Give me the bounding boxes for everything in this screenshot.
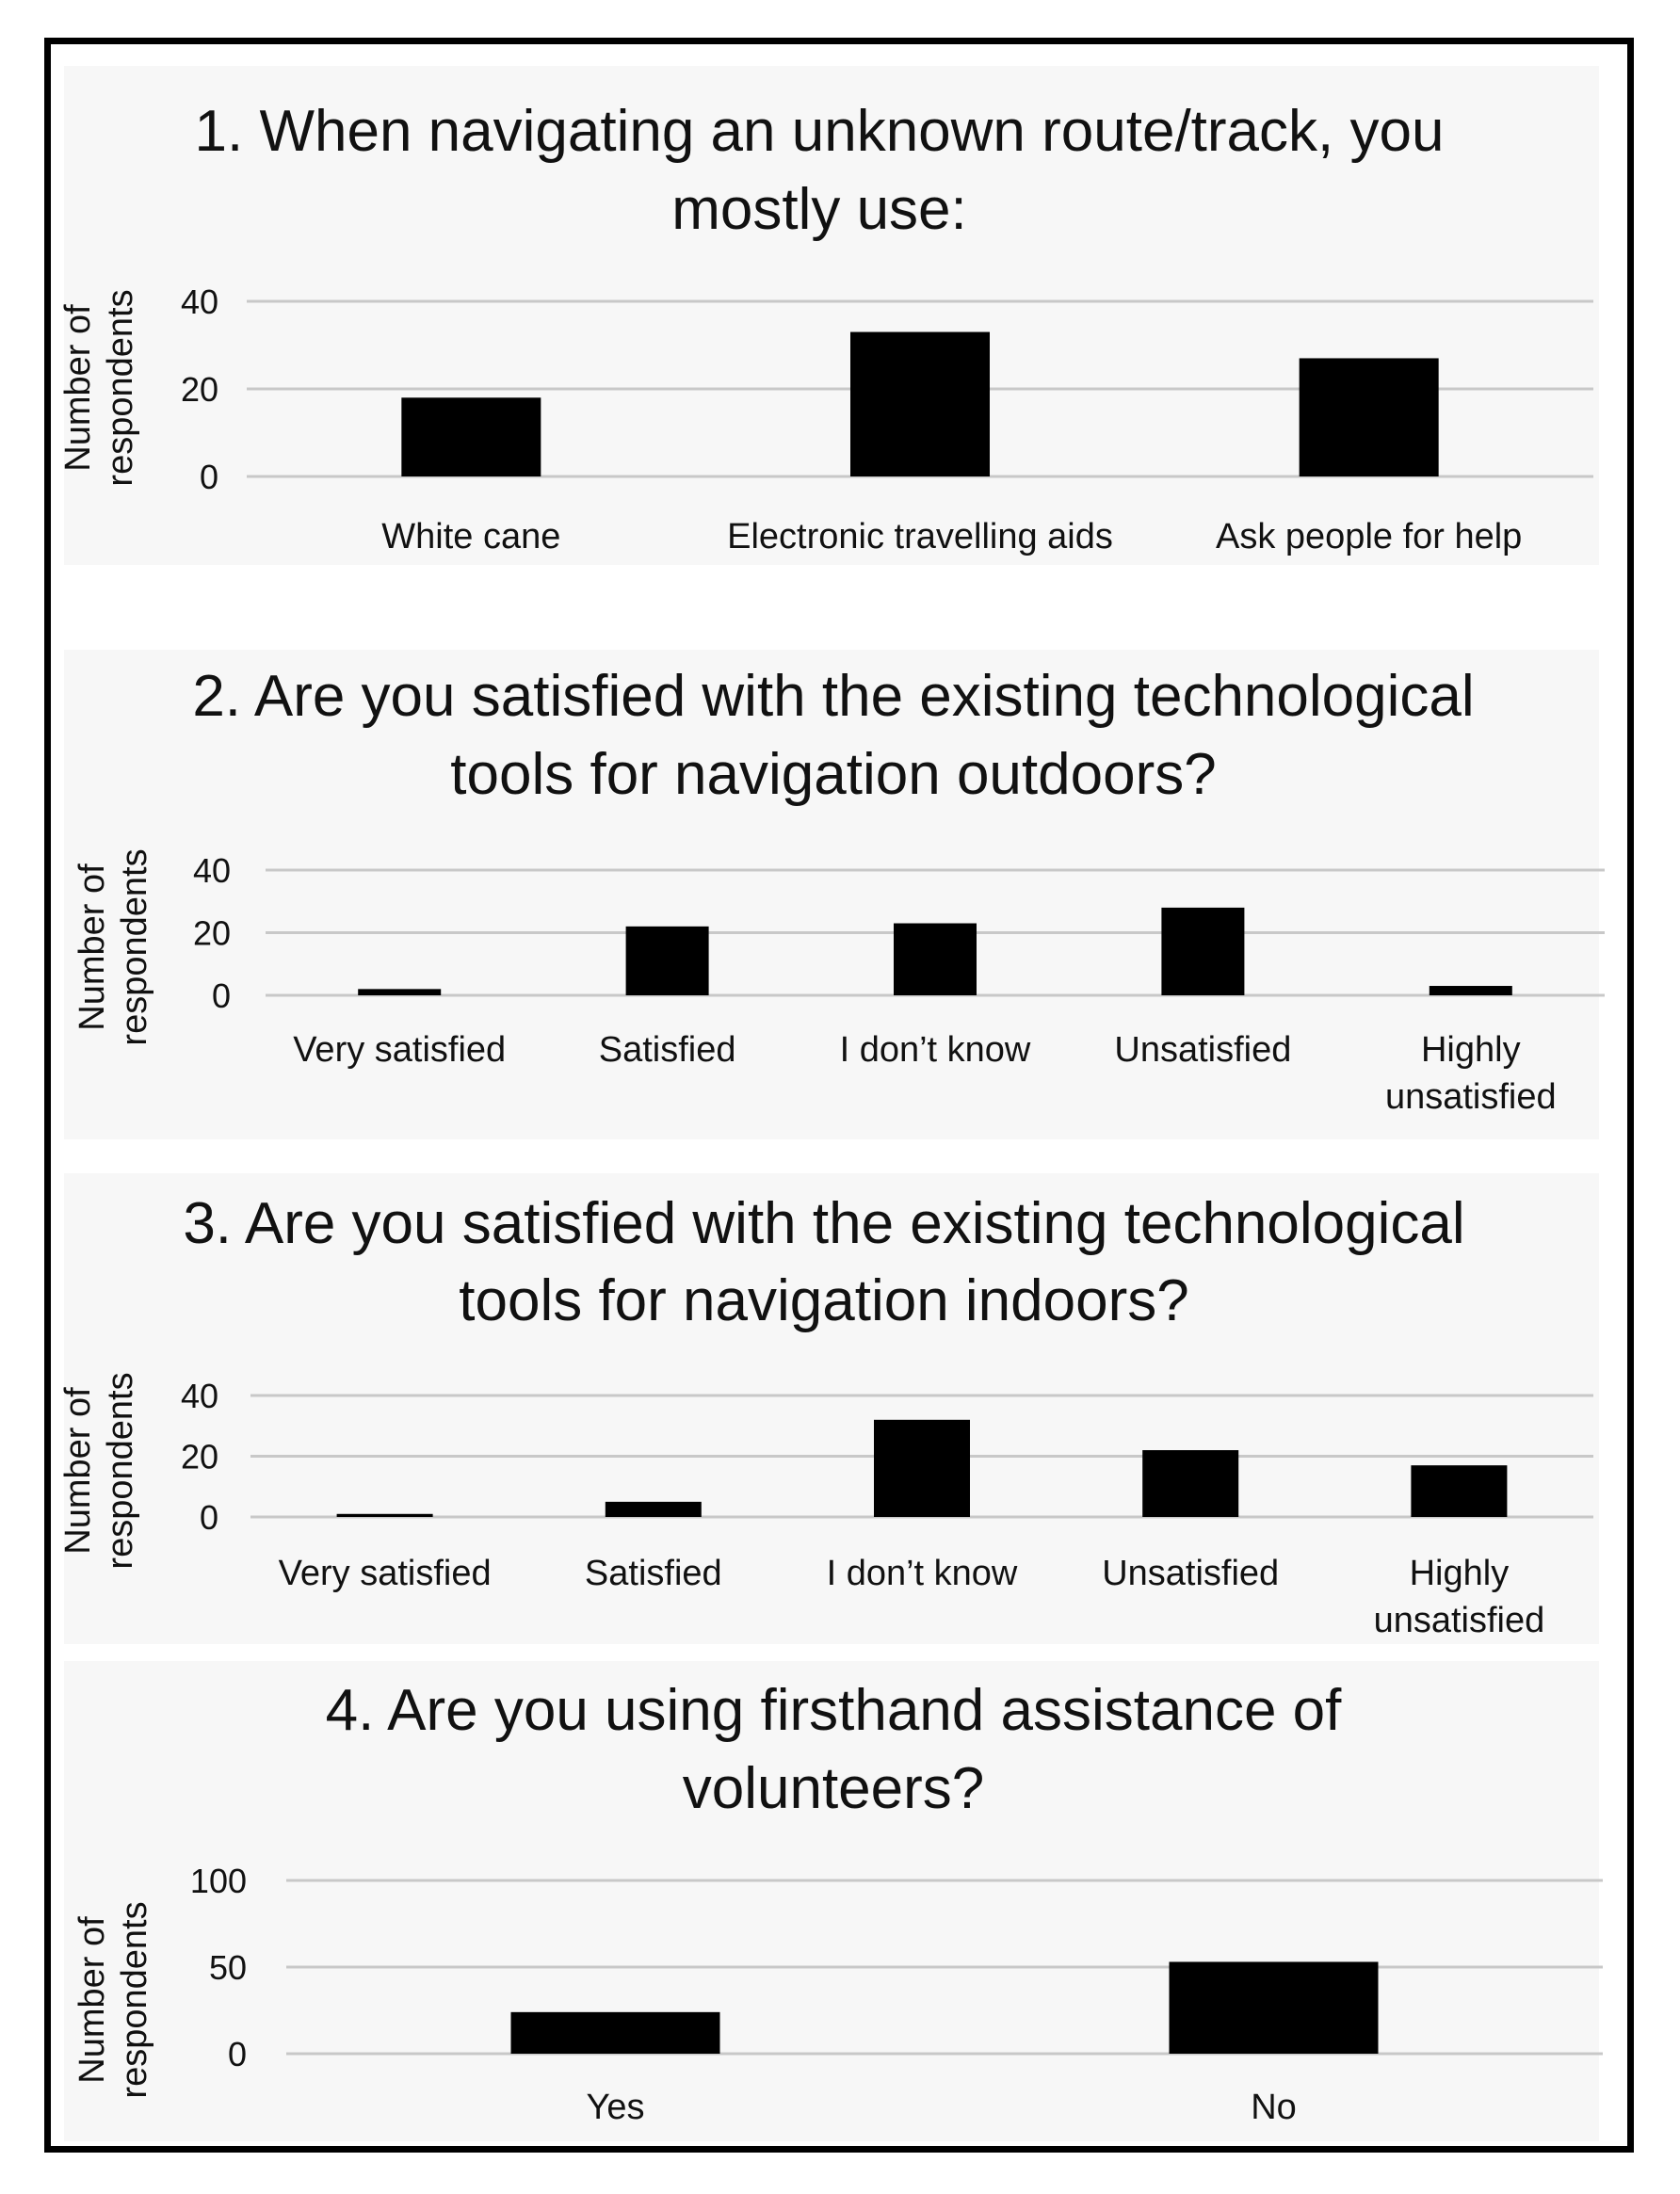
bar <box>1411 1465 1507 1517</box>
y-axis-label-line: Number of <box>73 863 112 1031</box>
chart-title-line: 2. Are you satisfied with the existing technological <box>192 664 1475 729</box>
chart-panel-4 <box>64 1661 1603 2141</box>
chart-title-line: 4. Are you using firsthand assistance of <box>325 1678 1342 1743</box>
x-category-label: Ask people for help <box>1216 517 1523 557</box>
y-tick-label: 0 <box>227 2035 247 2073</box>
x-category-label: Unsatisfied <box>1102 1554 1280 1593</box>
bar <box>626 927 709 995</box>
y-tick-label: 0 <box>199 1498 218 1537</box>
y-axis-label-line: respondents <box>101 289 140 487</box>
x-category-label: Very satisfied <box>278 1554 492 1593</box>
y-axis-label-line: respondents <box>115 1901 154 2099</box>
bar <box>511 2012 720 2054</box>
y-tick-label: 50 <box>208 1948 247 1987</box>
bar <box>358 989 441 995</box>
y-axis-label-line: respondents <box>101 1372 140 1570</box>
bar <box>337 1514 433 1517</box>
chart-panel-3 <box>58 1173 1599 1644</box>
bar <box>1430 986 1512 995</box>
x-category-label: Very satisfied <box>293 1030 507 1070</box>
y-tick-label: 40 <box>180 1377 218 1415</box>
y-tick-label: 20 <box>180 370 218 409</box>
bar <box>401 397 541 476</box>
y-tick-label: 20 <box>192 913 231 953</box>
y-tick-label: 100 <box>189 1862 247 1900</box>
bar <box>1300 358 1439 476</box>
bar <box>1142 1450 1238 1517</box>
chart-title-line: 3. Are you satisfied with the existing technological <box>183 1191 1465 1256</box>
x-category-label: No <box>1251 2088 1297 2127</box>
x-category-label: I don’t know <box>826 1554 1018 1593</box>
y-tick-label: 40 <box>192 851 231 890</box>
chart-panel-1 <box>58 66 1599 565</box>
chart-title-line: tools for navigation outdoors? <box>450 742 1217 807</box>
bar <box>1170 1961 1379 2054</box>
bar <box>1161 908 1244 995</box>
y-axis-label-line: respondents <box>115 848 154 1046</box>
x-category-label: Unsatisfied <box>1114 1030 1292 1070</box>
y-axis-label-line: Number of <box>58 1387 98 1555</box>
x-category-label: White cane <box>381 517 561 557</box>
y-tick-label: 0 <box>211 976 231 1015</box>
x-category-label: Highly <box>1420 1030 1521 1070</box>
x-category-label: Yes <box>586 2088 645 2127</box>
chart-panel-2 <box>64 650 1605 1139</box>
y-axis-label-line: Number of <box>73 1916 112 2084</box>
bar <box>850 332 990 476</box>
x-category-label: Satisfied <box>584 1554 722 1593</box>
y-tick-label: 20 <box>180 1437 218 1476</box>
x-category-label: unsatisfied <box>1373 1601 1545 1640</box>
x-category-label: Electronic travelling aids <box>727 517 1113 557</box>
bar <box>606 1502 702 1517</box>
bar <box>894 924 977 995</box>
x-category-label: Satisfied <box>598 1030 736 1070</box>
y-tick-label: 40 <box>180 282 218 321</box>
chart-title-line: tools for navigation indoors? <box>459 1268 1189 1333</box>
y-axis-label-line: Number of <box>58 304 98 472</box>
chart-title-line: 1. When navigating an unknown route/track, you <box>194 99 1445 164</box>
chart-title-line: mostly use: <box>671 177 967 242</box>
chart-title-line: volunteers? <box>682 1756 985 1821</box>
bar <box>874 1420 970 1517</box>
x-category-label: unsatisfied <box>1384 1077 1557 1117</box>
y-tick-label: 0 <box>199 458 218 496</box>
x-category-label: I don’t know <box>839 1030 1031 1070</box>
x-category-label: Highly <box>1409 1554 1510 1593</box>
